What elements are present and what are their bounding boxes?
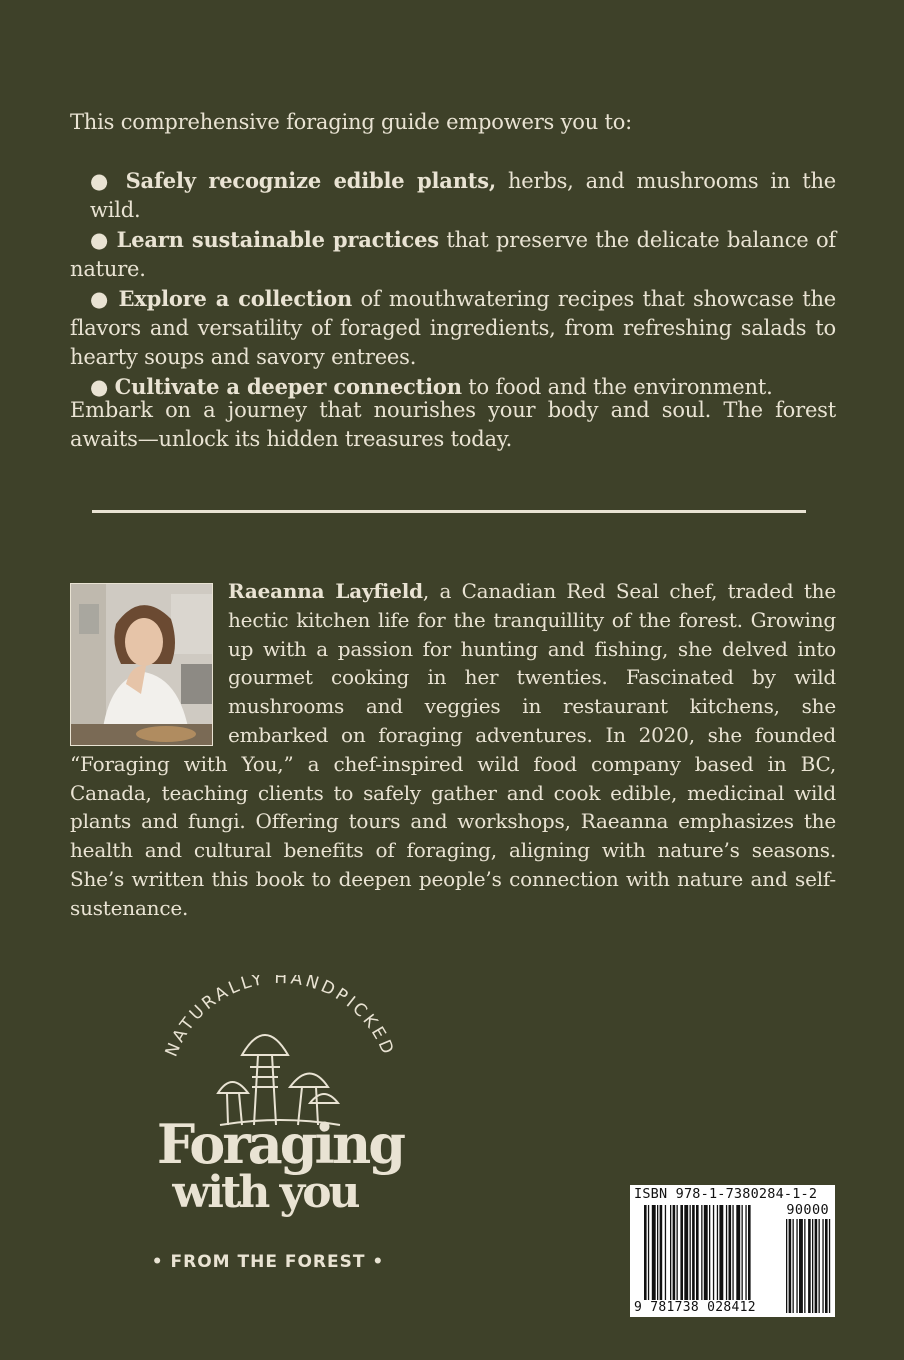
- barcode-bar: [742, 1205, 743, 1301]
- benefit-bold: Safely recognize edible plants,: [125, 168, 496, 193]
- intro-text: This comprehensive foraging guide empowers you to:: [70, 110, 633, 134]
- barcode-bar: [789, 1219, 792, 1313]
- barcode-bar: [684, 1205, 688, 1301]
- benefit-bold: Learn sustainable practices: [116, 227, 439, 252]
- isbn-barcode: [630, 1185, 835, 1317]
- barcode-bar: [673, 1205, 676, 1301]
- barcode-bar: [690, 1205, 691, 1301]
- logo-tagline: • FROM THE FOREST •: [151, 1252, 385, 1272]
- barcode-bar: [804, 1219, 805, 1313]
- barcode-bar: [815, 1219, 818, 1313]
- barcode-digits: 9 781738 028412: [633, 1300, 784, 1315]
- barcode-bar: [692, 1205, 695, 1301]
- barcode-bar: [696, 1205, 699, 1301]
- barcode-bar: [732, 1205, 733, 1301]
- benefit-rest: that preserve the delicate balance of nature.: [70, 228, 836, 281]
- benefit-bold: Cultivate a deeper connection: [114, 374, 462, 399]
- barcode-bar: [665, 1205, 666, 1301]
- barcode-bar: [644, 1205, 647, 1301]
- benefit-bold: Explore a collection: [118, 286, 353, 311]
- logo-arc-text: NATURALLY HANDPICKED: [161, 975, 399, 1060]
- barcode-bar: [736, 1205, 740, 1301]
- barcode-bar: [729, 1205, 732, 1301]
- benefit-rest: of mouthwatering recipes that showcase the flavors and versatility of foraged ingredients, from refreshing salads to hearty soups and savory entrees.: [70, 287, 836, 369]
- bullet-marker: ●: [90, 228, 110, 252]
- barcode-bar: [670, 1205, 671, 1301]
- benefits-list: [70, 166, 836, 402]
- barcode-bar: [745, 1205, 746, 1301]
- brand-logo: [130, 975, 430, 1285]
- barcode-bar: [829, 1219, 830, 1313]
- barcode-bar: [822, 1219, 823, 1313]
- barcode-bar: [677, 1205, 678, 1301]
- barcode-bar: [796, 1219, 797, 1313]
- benefit-item: [70, 284, 836, 372]
- benefit-rest: to food and the environment.: [461, 375, 773, 399]
- logo-line1: Foraging: [156, 1112, 404, 1176]
- barcode-bar: [786, 1219, 787, 1313]
- barcode-bars: [630, 1185, 835, 1317]
- barcode-bar: [660, 1205, 663, 1301]
- bullet-marker: ●: [90, 375, 109, 399]
- barcode-bar: [812, 1219, 813, 1313]
- barcode-bar: [648, 1205, 649, 1301]
- price-code: 90000: [786, 1202, 829, 1218]
- barcode-bar: [748, 1205, 751, 1301]
- barcode-bar: [793, 1219, 794, 1313]
- logo-line2: with you: [172, 1167, 358, 1218]
- barcode-bar: [808, 1219, 811, 1313]
- author-name: Raeanna Layfield: [228, 579, 423, 603]
- barcode-bar: [701, 1205, 702, 1301]
- barcode-bar: [657, 1205, 658, 1301]
- closing-text: Embark on a journey that nourishes your body and soul. The forest awaits—unlock its hidden treasures today.: [70, 398, 836, 451]
- barcode-bar: [825, 1219, 828, 1313]
- benefit-rest: herbs, and mushrooms in the wild.: [90, 169, 836, 222]
- barcode-bar: [680, 1205, 683, 1301]
- bullet-marker: ●: [90, 287, 111, 311]
- bullet-marker: ●: [90, 169, 114, 193]
- section-divider: [92, 510, 806, 513]
- barcode-bar: [799, 1219, 803, 1313]
- benefit-item: [70, 225, 836, 284]
- author-bio: [70, 577, 836, 923]
- barcode-bar: [652, 1205, 656, 1301]
- author-bio-text: , a Canadian Red Seal chef, traded the hectic kitchen life for the tranquillity of the forest. Growing up with a passion for hunting and fishing, she delved into gourmet cooking in her twenties. Fascinated by wild mushrooms and veggies in restaurant kitchens, she embarked on foraging adventures. In 2020, she founded “Foraging with You,” a chef-inspired wild food company based in BC, Canada, teaching clients to safely gather and cook edible, medicinal wild plants and fungi. Offering tours and workshops, Raeanna emphasizes the health and cultural benefits of foraging, aligning with nature’s seasons. She’s written this book to deepen people’s connection with nature and self-sustenance.: [70, 579, 836, 920]
- isbn-label: ISBN 978-1-7380284-1-2: [634, 1186, 818, 1202]
- barcode-bar: [726, 1205, 727, 1301]
- barcode-bar: [713, 1205, 714, 1301]
- barcode-bar: [819, 1219, 820, 1313]
- benefit-item: [70, 166, 836, 225]
- barcode-bar: [719, 1205, 723, 1301]
- barcode-bar: [704, 1205, 708, 1301]
- barcode-bar: [717, 1205, 718, 1301]
- barcode-bar: [709, 1205, 710, 1301]
